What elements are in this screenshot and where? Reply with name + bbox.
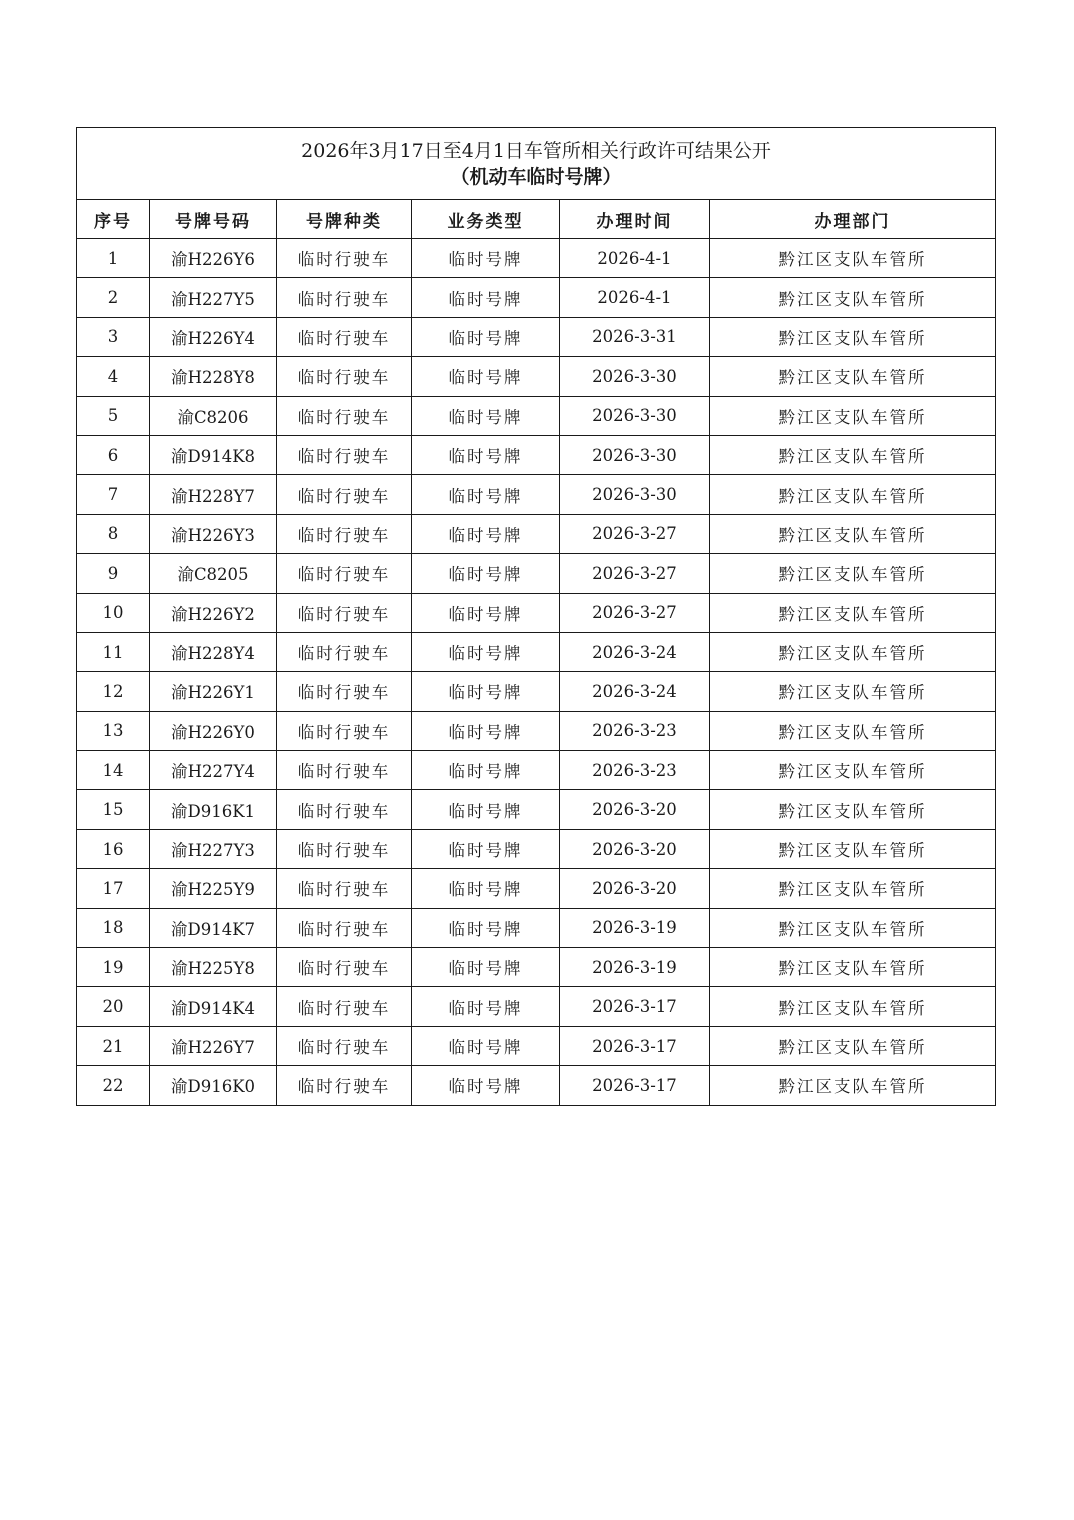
column-header-plate-number: 号牌号码 [150, 200, 277, 239]
table-row [77, 829, 996, 868]
row-index: 19 [77, 948, 150, 987]
department: 黔江区支队车管所 [710, 357, 996, 396]
column-header-index: 序号 [77, 200, 150, 239]
business-type: 临时号牌 [412, 1026, 560, 1065]
business-type: 临时号牌 [412, 239, 560, 278]
plate-number: 渝H227Y3 [150, 829, 277, 868]
plate-type: 临时行驶车 [277, 672, 412, 711]
plate-type: 临时行驶车 [277, 948, 412, 987]
plate-type: 临时行驶车 [277, 632, 412, 671]
table-row [77, 1066, 996, 1105]
process-date: 2026-3-30 [560, 396, 710, 435]
department: 黔江区支队车管所 [710, 711, 996, 750]
plate-number: 渝H227Y5 [150, 278, 277, 317]
row-index: 5 [77, 396, 150, 435]
department: 黔江区支队车管所 [710, 1066, 996, 1105]
process-date: 2026-3-20 [560, 829, 710, 868]
table-title-cell [77, 128, 996, 200]
row-index: 16 [77, 829, 150, 868]
plate-number: 渝D916K0 [150, 1066, 277, 1105]
row-index: 22 [77, 1066, 150, 1105]
plate-number: 渝H226Y0 [150, 711, 277, 750]
row-index: 1 [77, 239, 150, 278]
plate-number: 渝H228Y4 [150, 632, 277, 671]
department: 黔江区支队车管所 [710, 554, 996, 593]
table-row [77, 357, 996, 396]
business-type: 临时号牌 [412, 790, 560, 829]
plate-number: 渝H226Y7 [150, 1026, 277, 1065]
business-type: 临时号牌 [412, 632, 560, 671]
process-date: 2026-3-19 [560, 908, 710, 947]
plate-type: 临时行驶车 [277, 829, 412, 868]
plate-type: 临时行驶车 [277, 475, 412, 514]
plate-number: 渝H228Y7 [150, 475, 277, 514]
plate-number: 渝D914K7 [150, 908, 277, 947]
business-type: 临时号牌 [412, 396, 560, 435]
process-date: 2026-3-19 [560, 948, 710, 987]
plate-number: 渝C8206 [150, 396, 277, 435]
process-date: 2026-3-23 [560, 711, 710, 750]
row-index: 8 [77, 514, 150, 553]
process-date: 2026-3-27 [560, 593, 710, 632]
table-row [77, 672, 996, 711]
process-date: 2026-3-23 [560, 751, 710, 790]
table-row [77, 475, 996, 514]
process-date: 2026-3-31 [560, 317, 710, 356]
process-date: 2026-3-17 [560, 1026, 710, 1065]
business-type: 临时号牌 [412, 908, 560, 947]
business-type: 临时号牌 [412, 987, 560, 1026]
row-index: 3 [77, 317, 150, 356]
plate-type: 临时行驶车 [277, 396, 412, 435]
plate-type: 临时行驶车 [277, 1066, 412, 1105]
table-subtitle: （机动车临时号牌） [450, 165, 622, 188]
business-type: 临时号牌 [412, 593, 560, 632]
process-date: 2026-3-24 [560, 632, 710, 671]
plate-number: 渝H226Y4 [150, 317, 277, 356]
row-index: 14 [77, 751, 150, 790]
process-date: 2026-3-30 [560, 475, 710, 514]
plate-number: 渝H226Y2 [150, 593, 277, 632]
department: 黔江区支队车管所 [710, 632, 996, 671]
row-index: 10 [77, 593, 150, 632]
table-row [77, 1026, 996, 1065]
row-index: 20 [77, 987, 150, 1026]
department: 黔江区支队车管所 [710, 672, 996, 711]
plate-type: 临时行驶车 [277, 357, 412, 396]
table-row [77, 278, 996, 317]
plate-type: 临时行驶车 [277, 1026, 412, 1065]
department: 黔江区支队车管所 [710, 593, 996, 632]
column-header-plate-type: 号牌种类 [277, 200, 412, 239]
table-row [77, 514, 996, 553]
plate-type: 临时行驶车 [277, 711, 412, 750]
department: 黔江区支队车管所 [710, 1026, 996, 1065]
business-type: 临时号牌 [412, 278, 560, 317]
business-type: 临时号牌 [412, 475, 560, 514]
row-index: 12 [77, 672, 150, 711]
department: 黔江区支队车管所 [710, 751, 996, 790]
plate-type: 临时行驶车 [277, 790, 412, 829]
plate-number: 渝H226Y6 [150, 239, 277, 278]
process-date: 2026-3-30 [560, 357, 710, 396]
table-body [77, 239, 996, 1106]
table-row [77, 790, 996, 829]
business-type: 临时号牌 [412, 711, 560, 750]
department: 黔江区支队车管所 [710, 317, 996, 356]
table-row [77, 239, 996, 278]
row-index: 15 [77, 790, 150, 829]
table-row [77, 711, 996, 750]
plate-type: 临时行驶车 [277, 278, 412, 317]
department: 黔江区支队车管所 [710, 987, 996, 1026]
table-row [77, 317, 996, 356]
table-row [77, 435, 996, 474]
plate-number: 渝H225Y8 [150, 948, 277, 987]
plate-type: 临时行驶车 [277, 908, 412, 947]
business-type: 临时号牌 [412, 357, 560, 396]
table-row [77, 908, 996, 947]
plate-number: 渝D916K1 [150, 790, 277, 829]
plate-number: 渝H226Y1 [150, 672, 277, 711]
process-date: 2026-3-27 [560, 514, 710, 553]
table-row [77, 396, 996, 435]
table-row [77, 593, 996, 632]
table-row [77, 948, 996, 987]
department: 黔江区支队车管所 [710, 396, 996, 435]
plate-number: 渝H226Y3 [150, 514, 277, 553]
business-type: 临时号牌 [412, 869, 560, 908]
department: 黔江区支队车管所 [710, 239, 996, 278]
business-type: 临时号牌 [412, 435, 560, 474]
table-row [77, 987, 996, 1026]
plate-type: 临时行驶车 [277, 593, 412, 632]
business-type: 临时号牌 [412, 514, 560, 553]
column-header-department: 办理部门 [710, 200, 996, 239]
row-index: 6 [77, 435, 150, 474]
department: 黔江区支队车管所 [710, 908, 996, 947]
table-row [77, 554, 996, 593]
row-index: 18 [77, 908, 150, 947]
department: 黔江区支队车管所 [710, 278, 996, 317]
business-type: 临时号牌 [412, 829, 560, 868]
department: 黔江区支队车管所 [710, 948, 996, 987]
department: 黔江区支队车管所 [710, 514, 996, 553]
row-index: 21 [77, 1026, 150, 1065]
plate-number: 渝C8205 [150, 554, 277, 593]
business-type: 临时号牌 [412, 1066, 560, 1105]
business-type: 临时号牌 [412, 948, 560, 987]
business-type: 临时号牌 [412, 317, 560, 356]
row-index: 7 [77, 475, 150, 514]
plate-number: 渝H228Y8 [150, 357, 277, 396]
process-date: 2026-3-27 [560, 554, 710, 593]
header-row [77, 200, 996, 239]
plate-type: 临时行驶车 [277, 869, 412, 908]
plate-type: 临时行驶车 [277, 317, 412, 356]
plate-type: 临时行驶车 [277, 987, 412, 1026]
plate-type: 临时行驶车 [277, 239, 412, 278]
plate-number: 渝H225Y9 [150, 869, 277, 908]
business-type: 临时号牌 [412, 672, 560, 711]
column-header-business-type: 业务类型 [412, 200, 560, 239]
plate-number: 渝D914K8 [150, 435, 277, 474]
plate-type: 临时行驶车 [277, 514, 412, 553]
table-row [77, 632, 996, 671]
row-index: 11 [77, 632, 150, 671]
plate-type: 临时行驶车 [277, 554, 412, 593]
process-date: 2026-4-1 [560, 239, 710, 278]
process-date: 2026-3-20 [560, 869, 710, 908]
plate-type: 临时行驶车 [277, 435, 412, 474]
process-date: 2026-3-20 [560, 790, 710, 829]
department: 黔江区支队车管所 [710, 829, 996, 868]
process-date: 2026-3-24 [560, 672, 710, 711]
plate-type: 临时行驶车 [277, 751, 412, 790]
row-index: 17 [77, 869, 150, 908]
plate-number: 渝H227Y4 [150, 751, 277, 790]
row-index: 13 [77, 711, 150, 750]
department: 黔江区支队车管所 [710, 435, 996, 474]
process-date: 2026-3-17 [560, 1066, 710, 1105]
business-type: 临时号牌 [412, 554, 560, 593]
process-date: 2026-3-30 [560, 435, 710, 474]
table-row [77, 751, 996, 790]
table-row [77, 869, 996, 908]
plate-number: 渝D914K4 [150, 987, 277, 1026]
department: 黔江区支队车管所 [710, 790, 996, 829]
column-header-date: 办理时间 [560, 200, 710, 239]
row-index: 4 [77, 357, 150, 396]
process-date: 2026-3-17 [560, 987, 710, 1026]
row-index: 2 [77, 278, 150, 317]
process-date: 2026-4-1 [560, 278, 710, 317]
row-index: 9 [77, 554, 150, 593]
table-title: 2026年3月17日至4月1日车管所相关行政许可结果公开 [301, 139, 771, 162]
department: 黔江区支队车管所 [710, 475, 996, 514]
department: 黔江区支队车管所 [710, 869, 996, 908]
business-type: 临时号牌 [412, 751, 560, 790]
permit-results-table [76, 127, 996, 1106]
